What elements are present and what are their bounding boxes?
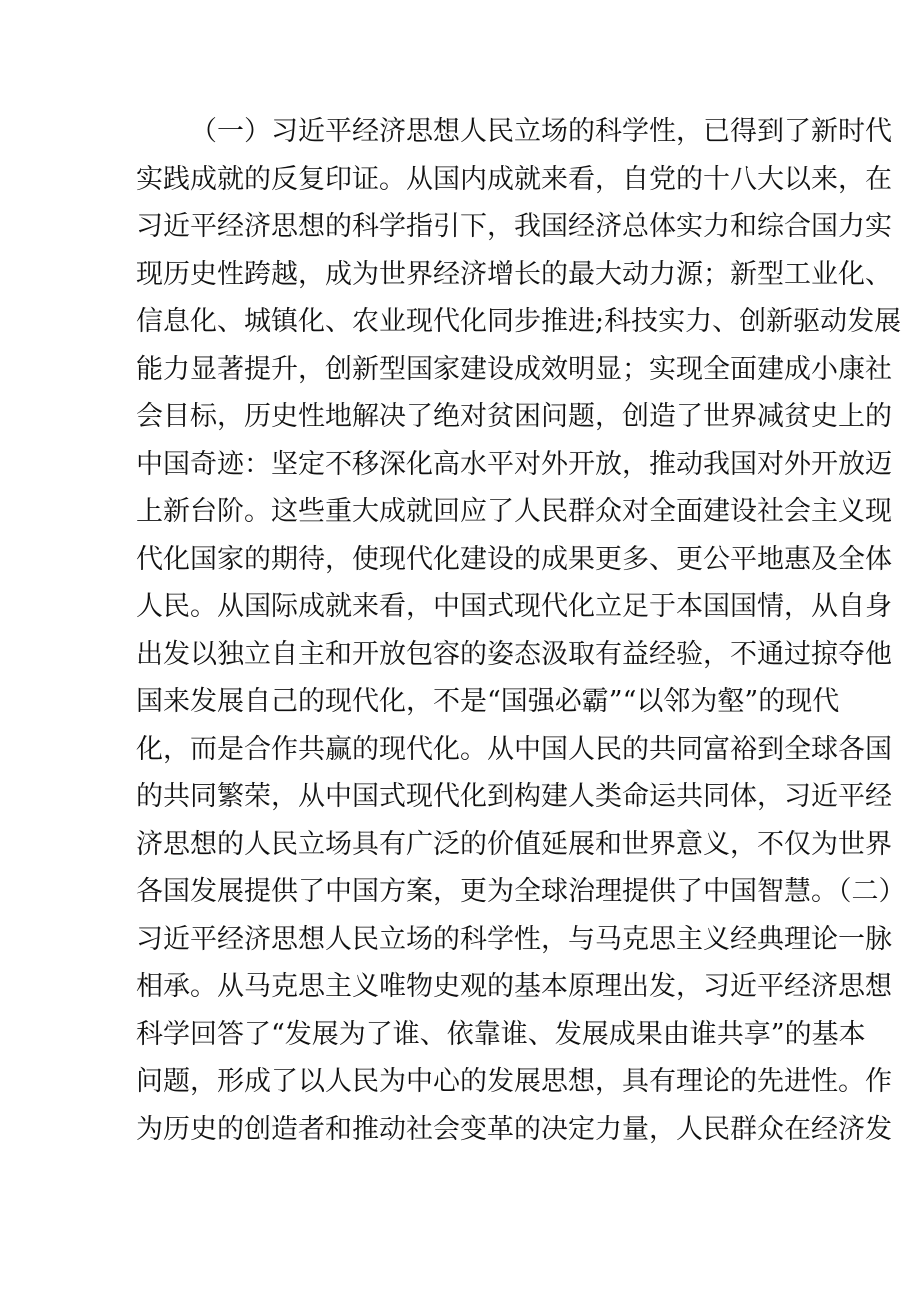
text-line: 问题，形成了以人民为中心的发展思想，具有理论的先进性。作 (136, 1066, 892, 1097)
text-line: 为历史的创造者和推动社会变革的决定力量，人民群众在经济发 (136, 1113, 892, 1145)
text-line: 化，而是合作共赢的现代化。从中国人民的共同富裕到全球各国 (136, 733, 892, 765)
text-line: 习近平经济思想人民立场的科学性，与马克思主义经典理论一脉 (136, 923, 892, 955)
text-line: 国来发展自己的现代化，不是“国强必霸”“以邻为壑”的现代 (136, 686, 840, 717)
text-line: 现历史性跨越，成为世界经济增长的最大动力源；新型工业化、 (136, 258, 892, 290)
text-line: 习近平经济思想的科学指引下，我国经济总体实力和综合国力实 (136, 211, 892, 242)
text-line: 科学回答了“发展为了谁、依靠谁、发展成果由谁共享”的基本 (136, 1018, 866, 1050)
text-line: 上新台阶。这些重大成就回应了人民群众对全面建设社会主义现 (136, 496, 892, 527)
text-line: 的共同繁荣，从中国式现代化到构建人类命运共同体，习近平经 (136, 781, 892, 812)
text-line: （一）习近平经济思想人民立场的科学性，已得到了新时代 (190, 116, 892, 147)
text-line: 会目标，历史性地解决了绝对贫困问题，创造了世界减贫史上的 (136, 401, 892, 432)
text-line: 代化国家的期待，使现代化建设的成果更多、更公平地惠及全体 (136, 543, 892, 575)
text-line: 济思想的人民立场具有广泛的价值延展和世界意义，不仅为世界 (136, 828, 892, 860)
text-line: 相承。从马克思主义唯物史观的基本原理出发，习近平经济思想 (136, 971, 892, 1002)
text-line: 实践成就的反复印证。从国内成就来看，自党的十八大以来，在 (136, 163, 892, 195)
text-line: 中国奇迹：坚定不移深化高水平对外开放，推动我国对外开放迈 (136, 448, 892, 480)
text-line: 信息化、城镇化、农业现代化同步推进;科技实力、创新驱动发展 (136, 306, 902, 337)
text-line: 能力显著提升，创新型国家建设成效明显；实现全面建成小康社 (136, 353, 892, 385)
body-paragraph (136, 108, 906, 1153)
text-line: 各国发展提供了中国方案，更为全球治理提供了中国智慧。（二） (136, 876, 906, 907)
text-line: 出发以独立自主和开放包容的姿态汲取有益经验，不通过掠夺他 (136, 638, 892, 670)
text-line: 人民。从国际成就来看，中国式现代化立足于本国国情，从自身 (136, 591, 892, 622)
